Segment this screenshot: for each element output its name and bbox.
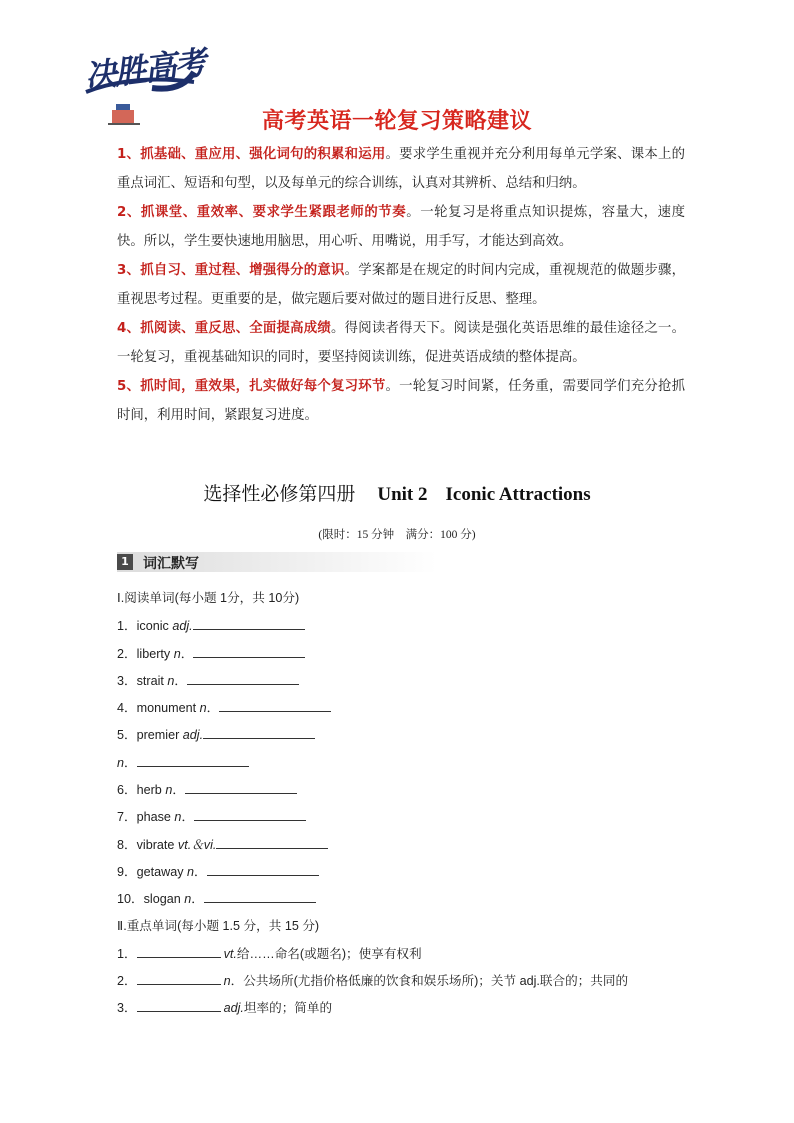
vocab-item bbox=[117, 997, 628, 1024]
answer-blank[interactable] bbox=[187, 670, 299, 685]
item-word: getaway bbox=[136, 864, 188, 879]
item-pos: adj. bbox=[223, 1001, 244, 1016]
answer-blank[interactable] bbox=[137, 943, 221, 958]
item-pos: vt.＆vi. bbox=[177, 837, 217, 852]
item-num: 1． bbox=[117, 946, 137, 961]
vocab-item bbox=[117, 861, 628, 888]
item-tail: ． bbox=[172, 783, 185, 798]
advice-item bbox=[117, 256, 685, 314]
item-tail: ． bbox=[191, 892, 204, 907]
item-tail: ． bbox=[174, 673, 188, 688]
advice-num: 3、 bbox=[117, 263, 141, 278]
answer-blank[interactable] bbox=[137, 997, 221, 1012]
advice-num: 2、 bbox=[117, 205, 141, 220]
item-definition: 给……命名(或题名)；使享有权利 bbox=[236, 946, 422, 961]
unit-name: Iconic Attractions bbox=[445, 484, 591, 505]
item-word: vibrate bbox=[136, 837, 178, 852]
advice-highlight: 抓时间，重效果，扎实做好每个复习环节 bbox=[140, 379, 386, 394]
time-score-limits: (限时：15 分钟 满分：100 分) bbox=[318, 529, 476, 541]
item-num: 1． bbox=[117, 619, 137, 634]
item-pos: n bbox=[167, 673, 175, 688]
item-pos: n bbox=[174, 810, 182, 825]
advice-body: 。一轮复习是将重点知识提炼，容量大，速度快。所以，学生要快速地用脑思，用心听、用嘴说，用手写，才能达到高效。 bbox=[117, 205, 686, 249]
vocab-item bbox=[117, 834, 628, 861]
vocab-item bbox=[117, 970, 628, 997]
item-num: 4． bbox=[117, 701, 137, 716]
item-num: 9． bbox=[117, 864, 137, 879]
advice-highlight: 抓阅读、重反思、全面提高成绩 bbox=[140, 321, 331, 336]
item-num: 6． bbox=[117, 783, 137, 798]
answer-blank[interactable] bbox=[137, 752, 249, 767]
part-heading: Ⅰ.阅读单词(每小题 1分，共 10分) bbox=[117, 591, 300, 605]
item-pos: adj. bbox=[172, 619, 193, 634]
item-word: herb bbox=[136, 783, 166, 798]
vocab-item bbox=[117, 943, 628, 970]
item-num: 5． bbox=[117, 728, 137, 743]
section-label: 词汇默写 bbox=[143, 556, 199, 572]
item-tail: ． bbox=[194, 864, 207, 879]
item-definition: 坦率的；简单的 bbox=[243, 1001, 333, 1016]
advice-highlight: 抓自习、重过程、增强得分的意识 bbox=[140, 263, 345, 278]
item-pos: n bbox=[165, 783, 173, 798]
answer-blank[interactable] bbox=[137, 970, 221, 985]
item-word: iconic bbox=[136, 619, 173, 634]
item-num: 8． bbox=[117, 837, 137, 852]
section-header bbox=[117, 552, 437, 572]
item-tail: ． bbox=[180, 646, 194, 661]
item-definition: ．公共场所(尤指价格低廉的饮食和娱乐场所)；关节 adj.联合的；共同的 bbox=[230, 974, 629, 989]
item-pos: n bbox=[199, 701, 207, 716]
advice-item bbox=[117, 140, 685, 198]
advice-body: 。得阅读者得天下。阅读是强化英语思维的最佳途径之一。一轮复习，重视基础知识的同时，要坚持阅读训练，促进英语成绩的整体提高。 bbox=[117, 321, 685, 365]
item-pos: adj. bbox=[182, 728, 204, 743]
advice-body: 。一轮复习时间紧，任务重，需要同学们充分抢抓时间，利用时间，紧跟复习进度。 bbox=[117, 379, 686, 423]
vocab-item bbox=[117, 779, 628, 806]
book-name: 选择性必修第四册 bbox=[203, 484, 356, 505]
item-word: liberty bbox=[136, 646, 174, 661]
answer-blank[interactable] bbox=[185, 779, 297, 794]
section-number-badge: 1 bbox=[117, 554, 133, 570]
unit-title bbox=[0, 479, 794, 506]
advice-list bbox=[117, 140, 685, 430]
advice-num: 1、 bbox=[117, 147, 141, 162]
item-pos: n bbox=[187, 864, 195, 879]
vocab-item bbox=[117, 670, 628, 697]
vocab-item bbox=[117, 806, 628, 833]
advice-item bbox=[117, 372, 685, 430]
item-pos: n bbox=[223, 974, 231, 989]
item-tail: ． bbox=[181, 810, 195, 825]
answer-blank[interactable] bbox=[193, 615, 305, 630]
item-word: strait bbox=[136, 673, 168, 688]
item-num: 2． bbox=[117, 974, 137, 989]
advice-num: 5、 bbox=[117, 379, 141, 394]
vocab-item bbox=[117, 888, 628, 915]
answer-blank[interactable] bbox=[216, 834, 328, 849]
advice-body: 。学案都是在规定的时间内完成，重视规范的做题步骤，重视思考过程。更重要的是，做完题后要对做过的题目进行反思、整理。 bbox=[117, 263, 686, 307]
vocab-item bbox=[117, 643, 628, 670]
advice-highlight: 抓基础、重应用、强化词句的积累和运用 bbox=[140, 147, 386, 162]
item-num: 3． bbox=[117, 673, 137, 688]
item-pos: vt. bbox=[223, 946, 237, 961]
advice-body: 。要求学生重视并充分利用每单元学案、课本上的重点词汇、短语和句型，以及每单元的综合训练，认真对其辨析、总结和归纳。 bbox=[117, 147, 686, 191]
item-num: 2． bbox=[117, 646, 137, 661]
answer-blank[interactable] bbox=[204, 888, 316, 903]
item-word: monument bbox=[136, 701, 200, 716]
item-pos: n bbox=[117, 755, 125, 770]
item-num: 10． bbox=[117, 892, 144, 907]
answer-blank[interactable] bbox=[193, 643, 305, 658]
item-word: phase bbox=[136, 810, 175, 825]
answer-blank[interactable] bbox=[219, 697, 331, 712]
item-num: 3． bbox=[117, 1001, 137, 1016]
vocab-item bbox=[117, 697, 628, 724]
vocab-exercises bbox=[117, 588, 628, 1025]
page-title: 高考英语一轮复习策略建议 bbox=[261, 109, 532, 134]
advice-num: 4、 bbox=[117, 321, 141, 336]
vocab-item bbox=[117, 615, 628, 642]
advice-highlight: 抓课堂、重效率、要求学生紧跟老师的节奏 bbox=[140, 205, 407, 220]
answer-blank[interactable] bbox=[207, 861, 319, 876]
vocab-item bbox=[117, 752, 628, 779]
unit-number: Unit 2 bbox=[377, 484, 428, 505]
item-tail: ． bbox=[206, 701, 220, 716]
item-pos: n bbox=[184, 892, 192, 907]
item-word: premier bbox=[136, 728, 183, 743]
vocab-item bbox=[117, 724, 628, 751]
advice-item bbox=[117, 198, 685, 256]
part-heading: Ⅱ.重点单词(每小题 1.5 分，共 15 分) bbox=[117, 918, 320, 933]
answer-blank[interactable] bbox=[203, 724, 315, 739]
item-pos: n bbox=[173, 646, 181, 661]
item-tail: ． bbox=[124, 755, 137, 770]
answer-blank[interactable] bbox=[194, 806, 306, 821]
item-word: slogan bbox=[143, 892, 185, 907]
advice-item bbox=[117, 314, 685, 372]
logo-text: 决胜高考 bbox=[82, 43, 207, 96]
item-num: 7． bbox=[117, 810, 137, 825]
